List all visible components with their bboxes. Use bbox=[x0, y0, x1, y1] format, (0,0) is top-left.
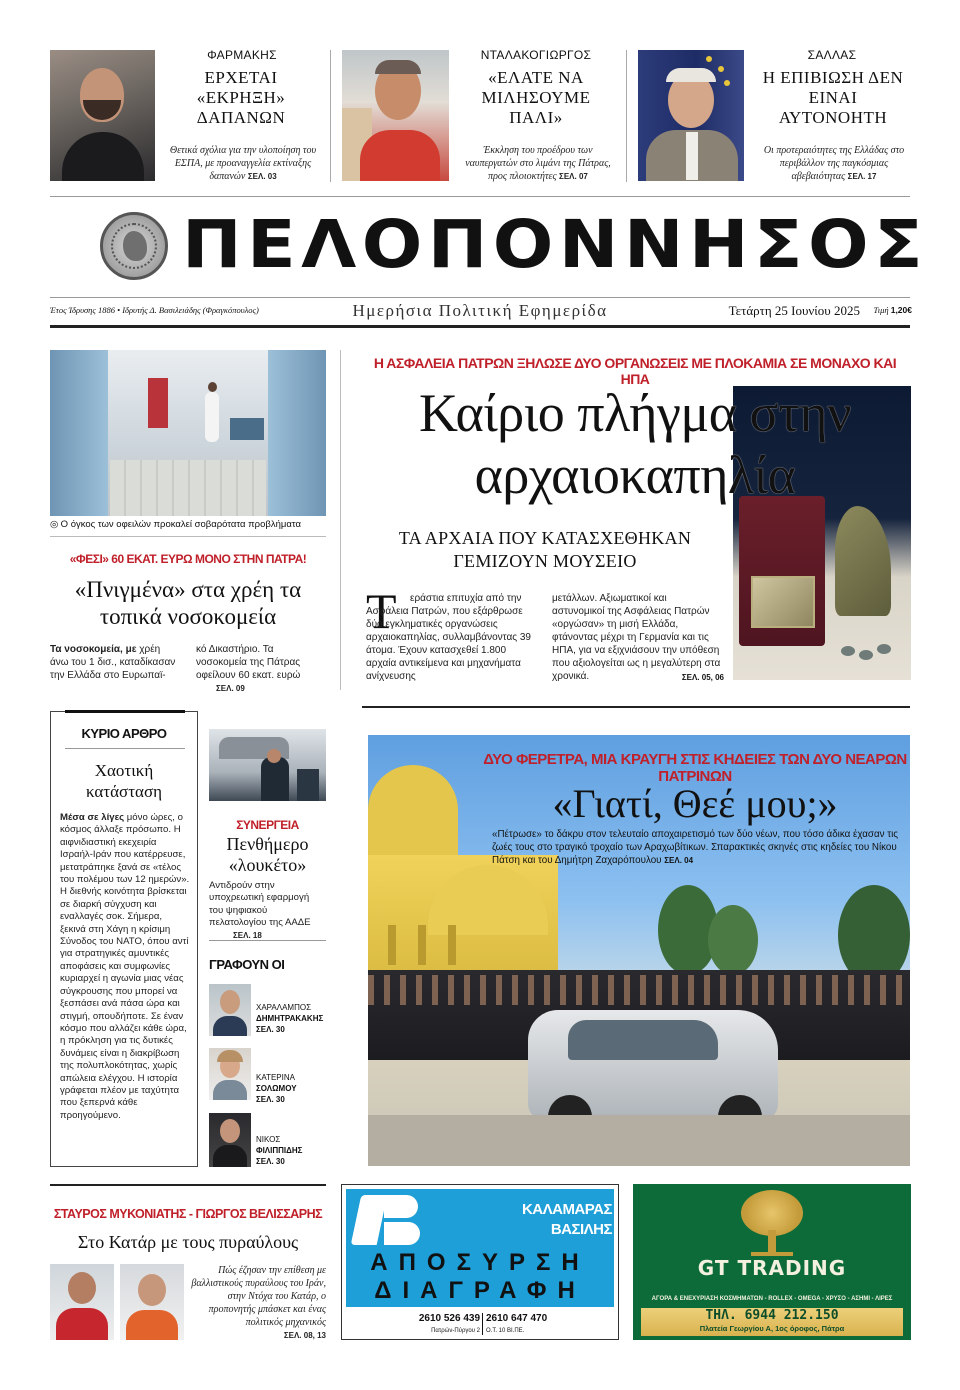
main-col2: μετάλλων. Αξιωματικοί και αστυνομικοί της Ασφάλειας Πατρών «οργώσαν» τη μισή Ελλάδα, φτάνοντας μέχρι τη Γερμανία και τις ΗΠΑ, για να εξιχνιάσουν την υπόθεση που αξιολογείται ως η μεγαλύτερη στα χρονικά. bbox=[552, 593, 721, 682]
qatar-headline[interactable]: Στο Κατάρ με τους πυραύλους bbox=[77, 1232, 299, 1252]
divider bbox=[362, 706, 910, 708]
divider bbox=[50, 536, 326, 537]
tree-icon bbox=[737, 1190, 807, 1262]
main-subtitle: ΤΑ ΑΡΧΑΙΑ ΠΟΥ ΚΑΤΑΣΧΕΘΗΚΑΝ ΓΕΜΙΖΟΥΝ ΜΟΥΣΕΙΟ bbox=[398, 528, 692, 571]
writer-avatar[interactable] bbox=[209, 1113, 251, 1167]
teaser-text: Έκκληση του προέδρου των ναυπεργατών στο λιμάνι της Πάτρας, προς πλοιοκτήτες ΣΕΛ. 07 bbox=[465, 145, 611, 182]
page-ref: ΣΕΛ. 08, 13 bbox=[283, 1331, 326, 1340]
divider bbox=[50, 1184, 326, 1186]
main-headline-line1: Καίριο πλήγμα στην bbox=[418, 383, 852, 443]
issue-date: Τετάρτη 25 Ιουνίου 2025 bbox=[728, 303, 860, 318]
ad-name-2: ΒΑΣΙΛΗΣ bbox=[550, 1221, 612, 1238]
caption-marker-icon: ◎ bbox=[50, 520, 59, 530]
teaser-text: Θετικά σχόλια για την υλοποίηση του ΕΣΠΑ, με προαναγγελία εκτίναξης δαπανών ΣΕΛ. 03 bbox=[169, 145, 317, 182]
masthead-subtitle: Ημερήσια Πολιτική Εφημερίδα bbox=[352, 301, 608, 320]
funeral-headline[interactable]: «Γιατί, Θεέ μου;» bbox=[552, 781, 838, 826]
teaser-kicker: ΝΤΑΛΑΚΟΓΙΩΡΓΟΣ bbox=[480, 48, 592, 62]
logo-medallion-icon bbox=[100, 212, 168, 280]
qatar-kicker: ΣΤΑΥΡΟΣ ΜΥΚΟΝΙΑΤΗΣ - ΓΙΩΡΓΟΣ ΒΕΛΙΣΣΑΡΗΣ bbox=[53, 1207, 323, 1221]
garages-kicker: ΣΥΝΕΡΓΕΙΑ bbox=[236, 818, 299, 832]
funeral-text: «Πέτρωσε» το δάκρυ στον τελευταίο αποχαιρετισμό των δύο νέων, που τόσο άδικα έχασαν τις ζωές τους στο τραγικό τροχαίο των Αραχωβίτικων. Σπαρακτικές σκηνές στις κηδείες του Νίκου Πάτση και του Δημήτρη Ζαχαρόπουλου ΣΕΛ. 04 bbox=[492, 829, 899, 866]
writer-entry[interactable]: ΝΙΚΟΣ ΦΙΛΙΠΠΙΔΗΣ ΣΕΛ. 30 bbox=[256, 1135, 303, 1166]
page-ref: ΣΕΛ. 05, 06 bbox=[681, 673, 724, 682]
qatar-photo-1[interactable] bbox=[50, 1264, 114, 1340]
teaser-title[interactable]: «ΕΛΑΤΕ ΝΑ ΜΙΛΗΣΟΥΜΕ ΠΑΛΙ» bbox=[481, 68, 591, 127]
column-divider bbox=[340, 350, 341, 690]
divider bbox=[330, 50, 331, 182]
divider bbox=[209, 940, 326, 941]
page-ref: ΣΕΛ. 07 bbox=[559, 172, 588, 181]
qatar-text: Πώς έζησαν την επίθεση με βαλλιστικούς πυραύλους του Ιράν, στην Ντόχα του Κατάρ, ο προπονητής μπάσκετ και ένας πολιτικός μηχανικός ΣΕΛ. 08, 13 bbox=[191, 1265, 326, 1340]
divider bbox=[50, 196, 910, 197]
page-ref: ΣΕΛ. 04 bbox=[664, 856, 694, 865]
hospitals-kicker: «ΦΕΣΙ» 60 ΕΚΑΤ. ΕΥΡΩ ΜΟΝΟ ΣΤΗΝ ΠΑΤΡΑ! bbox=[69, 552, 307, 566]
teaser-photo-ntalakogiorgos[interactable] bbox=[342, 50, 449, 181]
kb-logo-icon bbox=[356, 1195, 420, 1245]
editorial-text: Μέσα σε λίγες μόνο ώρες, ο κόσμος άλλαξε πρόσωπο. Η αιφνιδιαστική εκεχειρία Ισραήλ-Ιράν που κατέρρευσε, μετατράπηκε ξανά σε «τέλος του πολέμου των 12 ημερών». Η διεθνής κοινότητα βρίσκεται σε διαρκή σύγχυση και εναλλαγές σοκ. Σήμερα, ξεκινά στη Χάγη η κρίσιμη Σύνοδος του ΝΑΤΟ, όπου αντί για στρατηγικές αμυντικές αποφάσεις και συμφωνίες κυριαρχεί η αγωνία μιας νέας σύγκρουσης που μπορεί να ξεσπάσει ανά πάσα ώρα και στιγμή, οπουδήποτε. Σε έναν κόσμο που αλλάζει κάθε ώρα, η πρόκληση για τις δυτικές δυνάμεις είναι η διακρίβωση της πολυπλοκότητας, χωρίς απώλεια ελέγχου. Η ιστορία γράφεται πλέον με ταχύτητα που ξεπερνά κάθε προηγούμενο. bbox=[60, 812, 190, 1121]
ad-phone-1: 2610 526 439 Πατρών-Πύργου 2 bbox=[418, 1313, 480, 1334]
dropcap: Τ bbox=[366, 583, 397, 639]
writer-entry[interactable]: ΧΑΡΑΛΑΜΠΟΣ ΔΗΜΗΤΡΑΚΑΚΗΣ ΣΕΛ. 30 bbox=[256, 1003, 324, 1034]
divider bbox=[50, 297, 910, 298]
ad-gt-address: Πλατεία Γεωργίου Α, 1ος όροφος, Πάτρα bbox=[699, 1324, 845, 1333]
writer-avatar[interactable] bbox=[209, 1048, 251, 1100]
main-kicker: Η ΑΣΦΑΛΕΙΑ ΠΑΤΡΩΝ ΞΗΛΩΣΕ ΔΥΟ ΟΡΓΑΝΩΣΕΙΣ ΜΕ ΠΛΟΚΑΜΙΑ ΣΕ ΜΟΝΑΧΟ ΚΑΙ ΗΠΑ bbox=[373, 355, 897, 387]
main-headline-line2: αρχαιοκαπηλία bbox=[474, 445, 796, 505]
teaser-title[interactable]: Η ΕΠΙΒΙΩΣΗ ΔΕΝ ΕΙΝΑΙ ΑΥΤΟΝΟΗΤΗ bbox=[762, 68, 904, 127]
editorial-title[interactable]: Χαοτική κατάσταση bbox=[85, 761, 163, 801]
main-headline[interactable] bbox=[360, 382, 910, 506]
qatar-photo-2[interactable] bbox=[120, 1264, 184, 1340]
writer-avatar[interactable] bbox=[209, 984, 251, 1036]
ad-service-1: ΑΠΟΣΥΡΣΗ bbox=[370, 1249, 590, 1276]
editorial-label: ΚΥΡΙΟ ΑΡΘΡΟ bbox=[81, 726, 167, 741]
ad-kalamaras[interactable] bbox=[341, 1184, 619, 1340]
ad-gt-name: GT TRADING bbox=[697, 1256, 847, 1280]
page-ref: ΣΕΛ. 18 bbox=[233, 930, 262, 940]
ad-name-1: ΚΑΛΑΜΑΡΑΣ bbox=[521, 1201, 612, 1218]
photo-caption: ◎ Ο όγκος των οφειλών προκαλεί σοβαρότατα προβλήματα bbox=[50, 519, 301, 530]
teaser-title[interactable]: ΕΡΧΕΤΑΙ «ΕΚΡΗΞΗ» ΔΑΠΑΝΩΝ bbox=[196, 68, 286, 127]
funeral-kicker: ΔΥΟ ΦΕΡΕΤΡΑ, ΜΙΑ ΚΡΑΥΓΗ ΣΤΙΣ ΚΗΔΕΙΕΣ ΤΩΝ ΔΥΟ ΝΕΑΡΩΝ ΠΑΤΡΙΝΩΝ bbox=[483, 751, 907, 785]
hospitals-col2: κό Δικαστήριο. Τα νοσοκομεία της Πάτρας οφείλουν 60 εκατ. ευρώ ΣΕΛ. 09 bbox=[196, 644, 301, 693]
price: Τιμή 1,20€ bbox=[873, 305, 912, 315]
hospital-corridor-photo[interactable] bbox=[50, 350, 326, 516]
editorial-box bbox=[50, 711, 198, 1167]
garages-text: Αντιδρούν στην υποχρεωτική εφαρμογή του ψηφιακού πελατολογίου της ΑΑΔΕ ΣΕΛ. 18 bbox=[209, 880, 311, 940]
ad-service-2: ΔΙΑΓΡΑΦΗ bbox=[374, 1277, 586, 1304]
teaser-photo-farmakis[interactable] bbox=[50, 50, 155, 181]
founded-line: Έτος Ίδρυσης 1886 • Ιδρυτής Δ. Βασιλειάδης (Φραγκόπουλος) bbox=[50, 305, 259, 315]
teaser-photo-sallas[interactable] bbox=[638, 50, 744, 181]
ad-gt-trading[interactable] bbox=[633, 1184, 911, 1340]
page-ref: ΣΕΛ. 03 bbox=[247, 172, 277, 181]
teaser-kicker: ΣΑΛΛΑΣ bbox=[807, 48, 857, 62]
garage-mechanic-photo[interactable] bbox=[209, 729, 326, 801]
page-ref: ΣΕΛ. 17 bbox=[847, 172, 877, 181]
garages-headline[interactable]: Πενθήμερο «λουκέτο» bbox=[226, 834, 309, 875]
writer-entry[interactable]: ΚΑΤΕΡΙΝΑ ΣΟΛΩΜΟΥ ΣΕΛ. 30 bbox=[256, 1073, 297, 1104]
masthead-title: ΠΕΛΟΠΟΝΝΗΣΟΣ bbox=[182, 206, 929, 283]
ad-gt-phone: ΤΗΛ. 6944 212.150 bbox=[705, 1308, 839, 1323]
hospitals-headline[interactable]: «Πνιγμένα» στα χρέη τα τοπικά νοσοκομεία bbox=[74, 577, 302, 629]
ad-phone-2: 2610 647 470 Ο.Τ. 10 ΒΙ.ΠΕ. bbox=[486, 1313, 548, 1334]
writers-label: ΓΡΑΦΟΥΝ ΟΙ bbox=[209, 957, 285, 972]
page-ref: ΣΕΛ. 09 bbox=[216, 684, 245, 693]
teaser-text: Οι προτεραιότητες της Ελλάδας στο περιβάλλον της παγκόσμιας αβεβαιότητας ΣΕΛ. 17 bbox=[763, 145, 905, 182]
ad-gt-tagline: ΑΓΟΡΑ & ΕΝΕΧΥΡΙΑΣΗ ΚΟΣΜΗΜΑΤΩΝ - ROLLEX - OMEGA - ΧΡΥΣΟ - ΑΣΗΜΙ - ΛΙΡΕΣ bbox=[651, 1296, 893, 1302]
divider bbox=[626, 50, 627, 182]
divider bbox=[50, 325, 910, 328]
hospitals-col1: Τα νοσοκομεία, με χρέη άνω του 1 δισ., καταδίκασαν την Ελλάδα στο Ευρωπαϊ- bbox=[50, 644, 176, 681]
main-col1: εράστια επιτυχία από την Ασφάλεια Πατρών, που εξάρθρωσε δύο εγκληματικές οργανώσεις αρχαιοκαπηλίας, συλλαμβάνοντας 39 άτομα. Έχουν κατασχεθεί 1.800 αρχαία αντικείμενα και μηχανήματα ανίχνευσης bbox=[366, 593, 531, 682]
teaser-kicker: ΦΑΡΜΑΚΗΣ bbox=[207, 48, 277, 62]
